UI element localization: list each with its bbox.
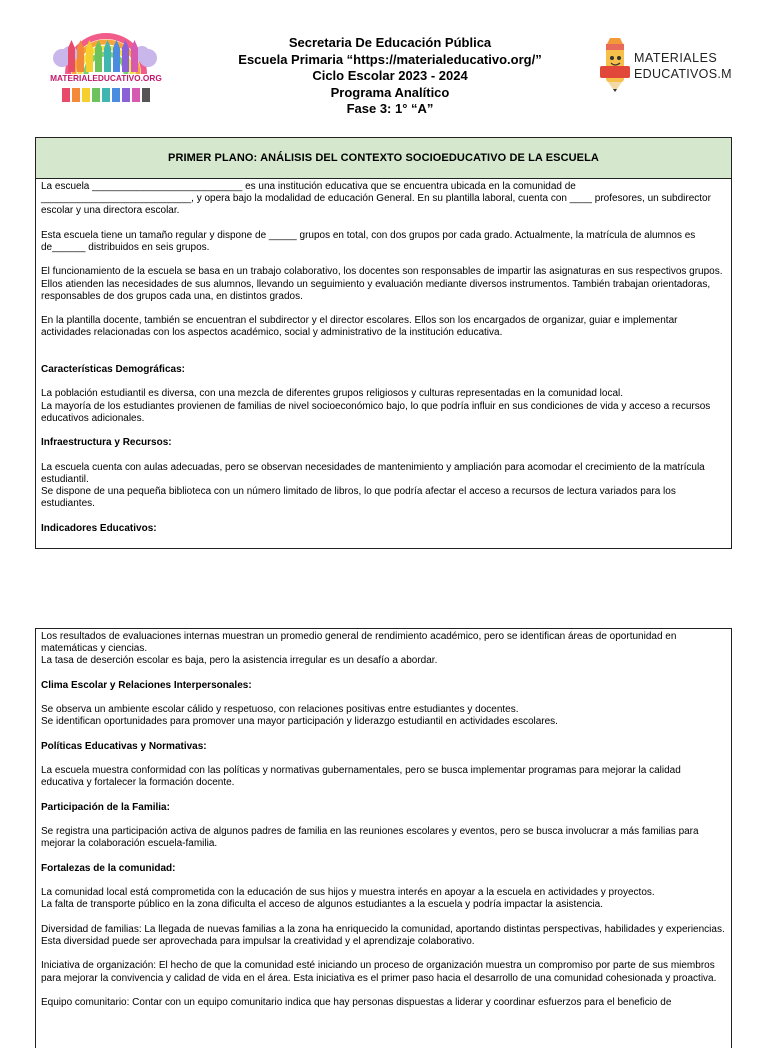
paragraph-family-diversity: Diversidad de familias: La llegada de nuevas familias a la zona ha enriquecido la comunidad, aportando distintas perspectivas, habilidades y experiencias. Esta diversidad puede ser aprovechada para impulsar la creatividad y el aprendizaje colaborativo. bbox=[41, 923, 725, 947]
materialeducativo-logo bbox=[48, 22, 164, 106]
heading-infrastructure: Infraestructura y Recursos: bbox=[41, 437, 172, 449]
infrastructure-line-2: Se dispone de una pequeña biblioteca con un número limitado de libros, lo que podría afectar el acceso a recursos de lectura variados para los estudiantes. bbox=[41, 485, 676, 510]
strengths-line-2: La falta de transporte público en la zona dificulta el acceso de algunos estudiantes a la escuela y podría impactar la asistencia. bbox=[41, 899, 604, 911]
svg-text:MATERIALEDUCATIVO.ORG: MATERIALEDUCATIVO.ORG bbox=[50, 73, 162, 83]
title-line-fase: Fase 3: 1° “A” bbox=[346, 101, 434, 117]
context-analysis-continuation-box bbox=[35, 628, 732, 1048]
policies-line-1: La escuela muestra conformidad con las políticas y normativas gubernamentales, pero se busca implementar programas para mejorar la calidad educativa y fortalecer la formación docente. bbox=[41, 765, 681, 789]
paragraph-school-intro: La escuela ___________________________ es una institución educativa que se encuentra ubicada en la comunidad de ___________________________, y opera bajo la modalidad de educación General. En su plantilla laboral, cuenta con ____ profesores, un subdirector escolar y una directora escolar. bbox=[41, 181, 711, 217]
paragraph-school-size: Esta escuela tiene un tamaño regular y dispone de _____ grupos en total, con dos grupos por cada grado. Actualmente, la matrícula de alumnos es de______ distribuidos en seis grupos. bbox=[41, 229, 696, 253]
heading-school-climate: Clima Escolar y Relaciones Interpersonales: bbox=[41, 679, 252, 691]
title-line-programa: Programa Analítico bbox=[330, 84, 450, 100]
materialeseducativos-logo bbox=[596, 32, 731, 96]
demographics-line-1: La población estudiantil es diversa, con una mezcla de diferentes grupos religiosos y culturas representadas en la comunidad local. bbox=[41, 388, 624, 400]
title-line-escuela: Escuela Primaria “https://materialeducativo.org/” bbox=[238, 51, 542, 67]
heading-family-participation: Participación de la Familia: bbox=[41, 801, 170, 813]
page-header bbox=[0, 0, 768, 130]
heading-indicators: Indicadores Educativos: bbox=[41, 522, 157, 534]
continuation-content bbox=[36, 629, 731, 1009]
paragraph-school-staff: En la plantilla docente, también se encuentran el subdirector y el director escolares. Ellos son los encargados de organizar, guiar e implementar actividades relacionadas con los aspectos académico, social y administrativo de la institución educativa. bbox=[41, 315, 678, 339]
paragraph-community-team: Equipo comunitario: Contar con un equipo comunitario indica que hay personas dispuestas a liderar y coordinar esfuerzos para el beneficio de bbox=[41, 996, 672, 1008]
heading-demographics: Características Demográficas: bbox=[41, 363, 185, 375]
document-title-block bbox=[190, 35, 590, 118]
paragraph-organization-initiative: Iniciativa de organización: El hecho de que la comunidad esté iniciando un proceso de organización muestra un compromiso por parte de sus miembros para mejorar la convivencia y calidad de vida en el área. Esta iniciativa es el primer paso hacia el desarrollo de una comunidad cohesionada y proactiva. bbox=[41, 960, 717, 984]
infrastructure-line-1: La escuela cuenta con aulas adecuadas, pero se observan necesidades de mantenimiento y ampliación para acomodar el crecimiento de la matrícula estudiantil. bbox=[41, 461, 705, 485]
paragraph-school-operation: El funcionamiento de la escuela se basa en un trabajo colaborativo, los docentes son responsables de impartir las asignaturas en sus respectivos grupos. Ellos atienden las necesidades de sus alumnos, llevando un seguimiento y evaluación mediante diversos instrumentos. También trabajan orientadoras, responsables de dos grupos cada una, en distintos grados. bbox=[41, 266, 723, 302]
strengths-line-1: La comunidad local está comprometida con la educación de sus hijos y muestra interés en apoyar a la escuela en actividades y proyectos. bbox=[41, 887, 655, 899]
demographics-line-2: La mayoría de los estudiantes provienen de familias de nivel socioeconómico bajo, lo que podría influir en sus condiciones de vida y acceso a recursos educativos adicionales. bbox=[41, 400, 711, 424]
title-line-ciclo: Ciclo Escolar 2023 - 2024 bbox=[312, 68, 468, 84]
context-analysis-box bbox=[35, 137, 732, 549]
svg-text:EDUCATIVOS.MX: EDUCATIVOS.MX bbox=[634, 67, 731, 81]
title-line-secretaria: Secretaria De Educación Pública bbox=[288, 35, 492, 50]
heading-policies: Políticas Educativas y Normativas: bbox=[41, 740, 207, 752]
svg-text:MATERIALES: MATERIALES bbox=[634, 51, 718, 65]
context-analysis-content bbox=[36, 179, 731, 535]
indicators-line-1: Los resultados de evaluaciones internas muestran un promedio general de rendimiento académico, pero se identifican áreas de oportunidad en matemáticas y ciencias. bbox=[41, 631, 677, 655]
heading-community-strengths: Fortalezas de la comunidad: bbox=[41, 862, 176, 874]
climate-line-1: Se observa un ambiente escolar cálido y respetuoso, con relaciones positivas entre estudiantes y docentes. bbox=[41, 704, 519, 716]
indicators-line-2: La tasa de deserción escolar es baja, pero la asistencia irregular es un desafío a abordar. bbox=[41, 655, 438, 667]
section-band-title: PRIMER PLANO: ANÁLISIS DEL CONTEXTO SOCIOEDUCATIVO DE LA ESCUELA bbox=[36, 138, 731, 179]
climate-line-2: Se identifican oportunidades para promover una mayor participación y liderazgo estudiantil en actividades escolares. bbox=[41, 716, 558, 728]
family-line-1: Se registra una participación activa de algunos padres de familia en las reuniones escolares y eventos, pero se busca involucrar a más familias para mejorar la colaboración escuela-familia. bbox=[41, 826, 699, 850]
